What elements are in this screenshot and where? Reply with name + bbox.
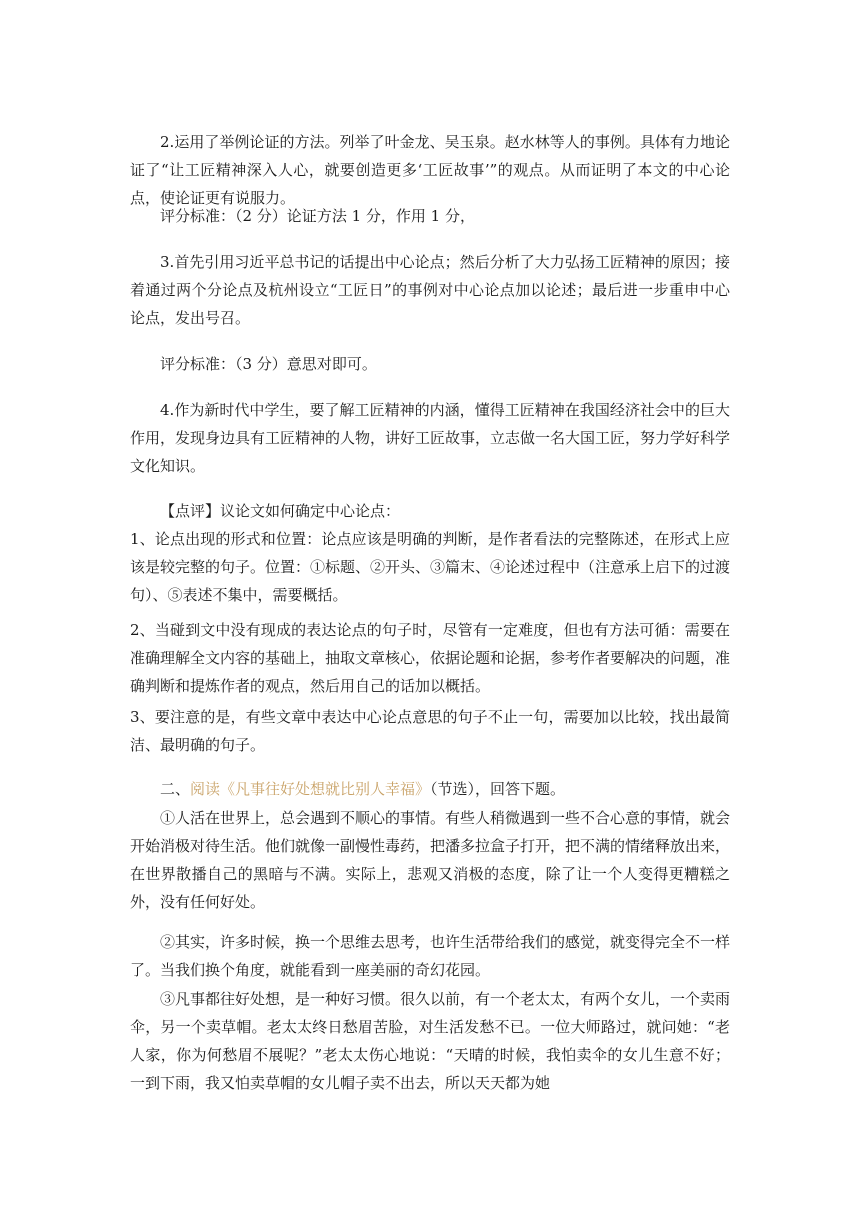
passage-paragraph-3: ③凡事都往好处想，是一种好习惯。很久以前，有一个老太太，有两个女儿，一个卖雨伞，另一个卖草帽。老太太终日愁眉苦脸，对生活发愁不已。一位大师路过，就问她：“老人家，你为何愁眉不展呢？”老太太伤心地说：“天晴的时候，我怕卖伞的女儿生意不好；一到下雨，我又怕卖草帽的女儿帽子卖不出去，所以天天都为她	[130, 990, 731, 1092]
section-2-suffix: （节选），回答下题。	[430, 780, 566, 798]
section-2-heading	[130, 775, 730, 803]
passage-paragraph-1: ①人活在世界上，总会遇到不顺心的事情。有些人稍微遇到一些不合心意的事情，就会开始消极对待生活。他们就像一副慢性毒药，把潘多拉盒子打开，把不满的情绪释放出来，在世界散播自己的黑暗与不满。实际上，悲观又消极的态度，除了让一个人变得更糟糕之外，没有任何好处。	[130, 809, 731, 911]
scoring-standard-1: 评分标准：（2 分）论证方法 1 分，作用 1 分，	[160, 207, 475, 225]
answer-4-student: 4.作为新时代中学生，要了解工匠精神的内涵，懂得工匠精神在我国经济社会中的巨大作用，发现身边具有工匠精神的人物，讲好工匠故事，立志做一名大国工匠，努力学好科学文化知识。	[130, 401, 731, 475]
reading-title-link[interactable]: 阅读《凡事往好处想就比别人幸福》	[190, 780, 431, 798]
answer-3-structure: 3.首先引用习近平总书记的话提出中心论点；然后分析了大力弘扬工匠精神的原因；接着通过两个分论点及杭州设立“工匠日”的事例对中心论点加以论述；最后进一步重申中心论点，发出号召。	[130, 253, 730, 327]
scoring-standard-2: 评分标准：（3 分）意思对即可。	[160, 355, 377, 373]
passage-paragraph-2: ②其实，许多时候，换一个思维去思考，也许生活带给我们的感觉，就变得完全不一样了。当我们换个角度，就能看到一座美丽的奇幻花园。	[130, 933, 731, 979]
answer-2-method: 2.运用了举例论证的方法。列举了叶金龙、吴玉泉。赵水林等人的事例。具体有力地论证了“让工匠精神深入人心，就要创造更多‘工匠故事’”的观点。从而证明了本文的中心论点，使论证更有说服力。	[130, 133, 730, 207]
comment-title: 【点评】议论文如何确定中心论点：	[160, 502, 401, 520]
comment-point-2: 2、当碰到文中没有现成的表达论点的句子时，尽管有一定难度，但也有方法可循：需要在准确理解全文内容的基础上，抽取文章核心，依据论题和论据，参考作者要解决的问题，准确判断和提炼作者的观点，然后用自己的话加以概括。	[130, 621, 731, 695]
comment-point-3: 3、要注意的是，有些文章中表达中心论点意思的句子不止一句，需要加以比较，找出最简洁、最明确的句子。	[130, 708, 730, 754]
comment-point-1: 1、论点出现的形式和位置：论点应该是明确的判断，是作者看法的完整陈述，在形式上应该是较完整的句子。位置：①标题、②开头、③篇末、④论述过程中（注意承上启下的过渡句）、⑤表述不集中，需要概括。	[130, 530, 731, 604]
section-2-prefix: 二、	[160, 780, 191, 798]
